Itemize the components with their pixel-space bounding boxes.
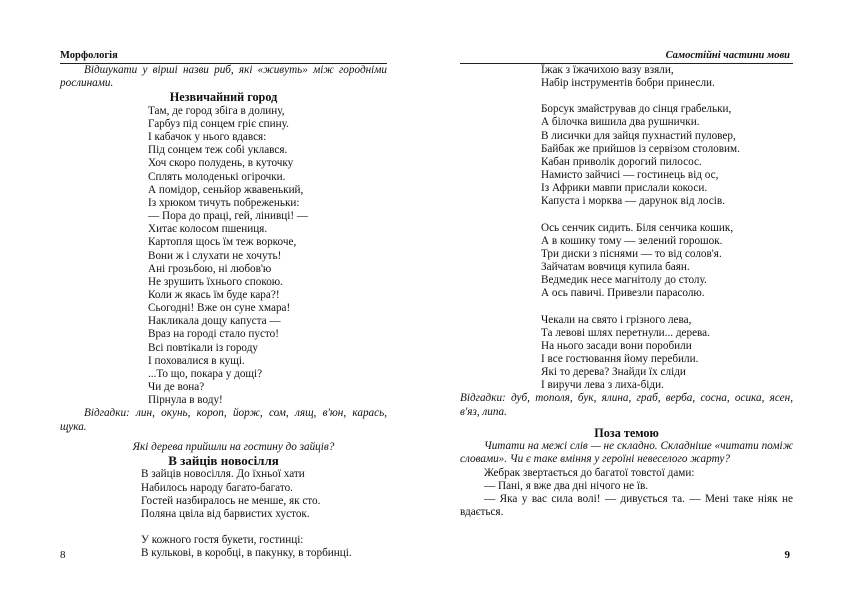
right-content	[460, 64, 793, 519]
answer-trees: Відгадки: дуб, тополя, бук, ялина, граб, верба, сосна, осика, ясен, в'яз, липа.	[460, 392, 793, 418]
text-line: В лисички для зайця пухнастий пуловер,	[541, 129, 736, 142]
text-line: Хоч скоро полудень, в куточку	[148, 157, 294, 170]
text-line: — Пора до праці, гей, лінивці! —	[148, 210, 309, 223]
text-line: І кабачок у нього вдався:	[148, 131, 267, 144]
text-line: Борсук змайстрував до сінця грабельки,	[541, 103, 732, 116]
text-line: В кулькові, в коробці, в пакунку, в торбинці.	[141, 547, 352, 560]
text-line: А в кошику тому — зелений горошок.	[541, 234, 723, 247]
text-line: Та левові шлях перетнули... дерева.	[541, 326, 710, 339]
text-line: Накликала дощу капуста —	[148, 315, 281, 328]
text-line: А помідор, сеньйор жвавенький,	[148, 183, 304, 196]
question-trees: Які дерева прийшли на гостину до зайців?	[132, 440, 335, 453]
text-line: — Пані, я вже два дні нічого не їв.	[484, 479, 649, 492]
stanza-4	[541, 314, 793, 393]
joke-text	[460, 467, 793, 520]
text-line: Їжак з їжачихою вазу взяли,	[541, 64, 674, 76]
text-line: Коли ж якась їм буде кара?!	[148, 289, 280, 301]
poem1-title: Незвичайний город	[169, 90, 278, 105]
text-line: І виручи лева з лиха-біди.	[541, 379, 664, 392]
text-line: Ось сенчик сидить. Біля сенчика кошик,	[541, 221, 734, 234]
text-line: Під сонцем теж собі уклався.	[148, 144, 288, 157]
text-line: Зайчатам вовчиця купила баян.	[541, 261, 690, 274]
text-line: Байбак же прийшов із сервізом столовим.	[541, 142, 740, 155]
text-line: Не зрушить їхнього спокою.	[148, 275, 283, 288]
text-line: А ось павичі. Привезли парасолю.	[541, 287, 705, 300]
text-line: Пірнула в воду!	[148, 394, 223, 407]
text-line: Вони ж і слухати не хочуть!	[148, 249, 282, 262]
text-line: Капуста і морква — дарунок від лосів.	[541, 195, 725, 208]
text-line: Всі повтікали із городу	[148, 341, 258, 354]
text-line: І поховалися в кущі.	[148, 354, 245, 367]
right-page	[423, 0, 846, 600]
page-number-left: 8	[60, 549, 66, 561]
running-head-right: Самостійні частини мови	[665, 50, 790, 61]
answer-fish: Відгадки: лин, окунь, короп, йорж, сом, лящ, в'юн, карась, щука.	[60, 407, 387, 433]
text-line: Хитає колосом пшениця.	[148, 223, 268, 236]
text-line: Картопля щось їм теж воркоче,	[148, 236, 297, 249]
text-line: Намисто зайчисі — гостинець від ос,	[541, 169, 719, 182]
page-number-right: 9	[784, 549, 790, 561]
poem1-body	[148, 105, 387, 408]
stanza-1	[541, 64, 793, 90]
text-line: Там, де город збіга в долину,	[148, 104, 285, 117]
text-line: Ані грозьбою, ні любов'ю	[148, 262, 272, 275]
text-line: Враз на городі стало пусто!	[148, 328, 279, 341]
stanza-3	[541, 222, 793, 301]
text-line: Які то дерева? Знайди їх сліди	[541, 366, 686, 379]
poem2-stanza-1	[141, 468, 387, 521]
text-line: Гарбуз під сонцем гріє спину.	[148, 117, 289, 130]
text-line: Набилось народу багато-багато.	[141, 481, 293, 494]
text-line: Поляна цвіла від барвистих хусток.	[141, 507, 310, 520]
poem2-stanza-2	[141, 534, 387, 560]
text-line: Набір інструментів бобри принесли.	[541, 77, 715, 90]
text-line: Сьогодні! Вже он суне хмара!	[148, 302, 291, 315]
text-line: Сплять молоденькі огірочки.	[148, 170, 286, 183]
stanza-2	[541, 103, 793, 208]
text-line: ...То що, покара у дощі?	[148, 367, 263, 380]
text-line: Чи де вона?	[148, 381, 205, 394]
text-line: Чекали на свято і грізного лева,	[541, 313, 692, 326]
text-line: А білочка вишила два рушнички.	[541, 116, 700, 129]
instruction-text: Читати на межі слів — не складно. Складніше «читати поміж словами». Чи є таке вміння у героїні невеселого жарту?	[460, 440, 793, 466]
text-line: Три диски з піснями — то від солов'я.	[541, 247, 722, 260]
text-line: Гостей назбиралось не менше, як сто.	[141, 494, 321, 507]
text-line: У кожного гостя букети, гостинці:	[141, 534, 304, 546]
section-title: Поза темою	[594, 425, 659, 440]
text-line: В зайців новосілля. До їхньої хати	[141, 468, 305, 481]
text-line: Із хрюком тичуть побреженьки:	[148, 196, 300, 209]
text-line: Кабан приволік дорогий пилосос.	[541, 155, 702, 168]
text-line: Ведмедик несе магнітолу до столу.	[541, 274, 707, 287]
left-content	[60, 64, 387, 560]
text-line: На нього засади вони поробили	[541, 339, 692, 352]
poem2-title: В зайців новосілля	[168, 452, 279, 468]
task-text: Відшукати у вірші назви риб, які «живуть» між городніми рослинами.	[60, 64, 387, 90]
text-line: — Яка у вас сила волі! — дивується та. — Мені таке ніяк не вдається.	[460, 492, 793, 519]
text-line: І все гостювання йому перебили.	[541, 352, 699, 365]
text-line: Із Африки мавпи прислали кокоси.	[541, 182, 708, 195]
text-line: Жебрак звертається до багатої товстої дами:	[484, 466, 695, 479]
running-head-left: Морфологія	[60, 50, 118, 61]
